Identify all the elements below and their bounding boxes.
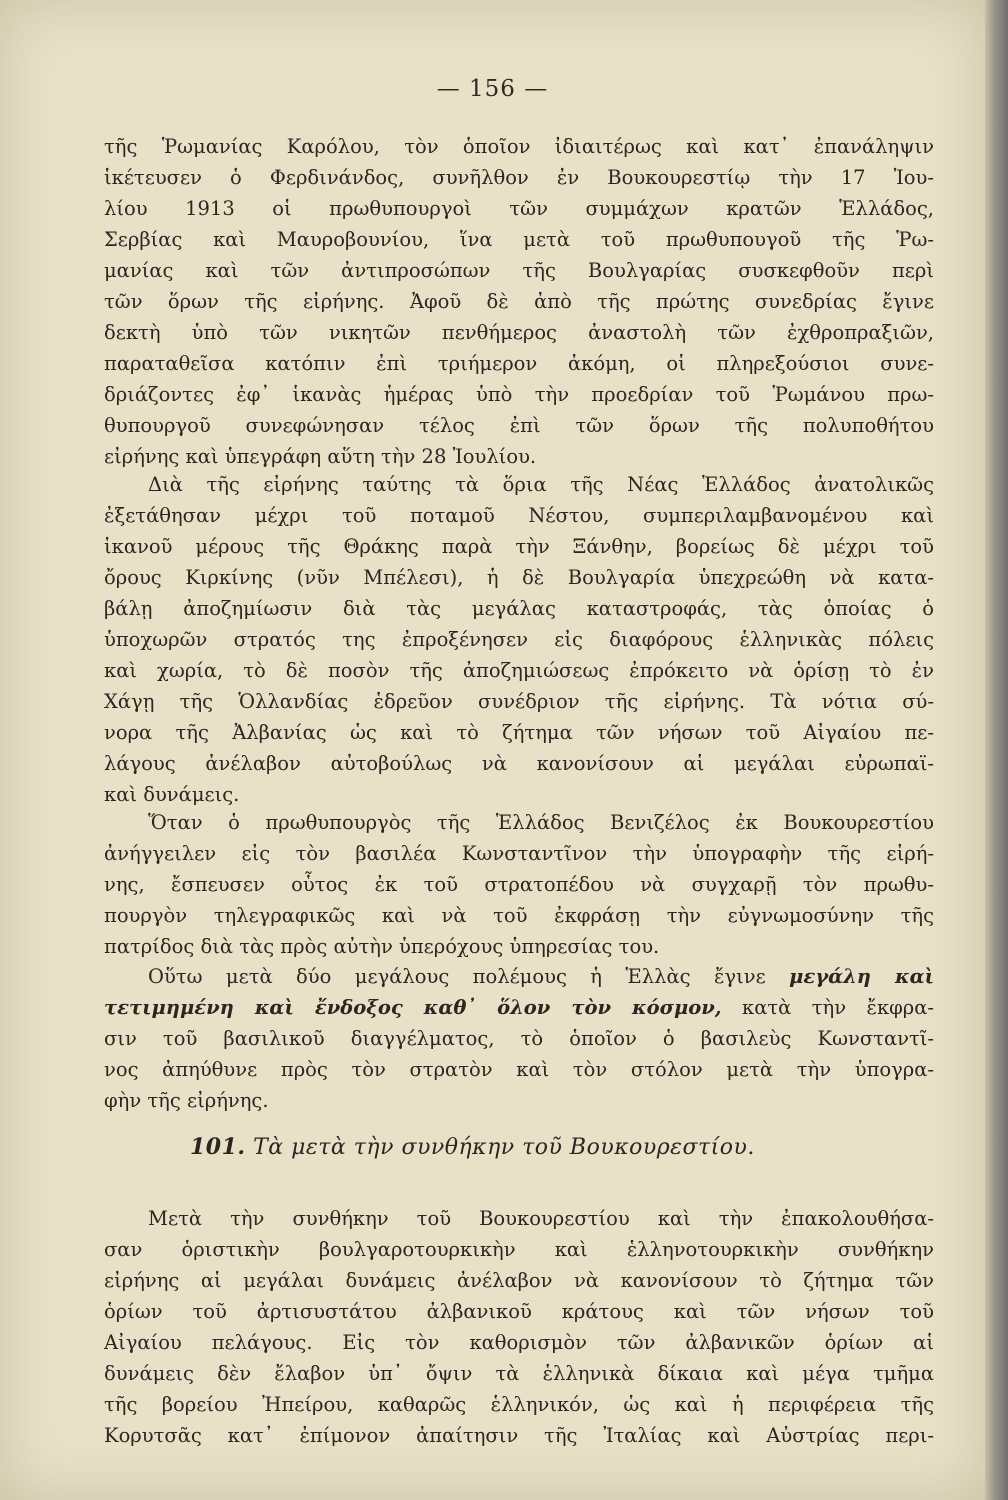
text-line: ὑποχωρῶν στρατός της ἐπροξένησεν εἰς διαφόρους ἑλληνικὰς πόλεις	[104, 628, 934, 651]
text-line: βάλῃ ἀποζημίωσιν διὰ τὰς μεγάλας καταστροφάς, τὰς ὁποίας ὁ	[104, 597, 934, 620]
text-line: ἱκανοῦ μέρους τῆς Θράκης παρὰ τὴν Ξάνθην, βορείως δὲ μέχρι τοῦ	[104, 535, 934, 558]
text-line: Ὅταν ὁ πρωθυπουργὸς τῆς Ἑλλάδος Βενιζέλος ἐκ Βουκουρεστίου	[148, 811, 934, 834]
text-line: τῶν ὅρων τῆς εἰρήνης. Ἀφοῦ δὲ ἀπὸ τῆς πρώτης συνεδρίας ἔγινε	[104, 290, 934, 313]
text-line: πουργὸν τηλεγραφικῶς καὶ νὰ τοῦ ἐκφράσῃ τὴν εὐγνωμοσύνην τῆς	[104, 904, 934, 927]
text-span: κατὰ τὴν ἔκφρα-	[742, 996, 935, 1019]
text-line: τῆς Ῥωμανίας Καρόλου, τὸν ὁποῖον ἰδιαιτέρως καὶ κατ᾽ ἐπανάληψιν	[104, 135, 934, 158]
text-line: σαν ὁριστικὴν βουλγαροτουρκικὴν καὶ ἑλληνοτουρκικὴν συνθήκην	[104, 1238, 934, 1261]
text-line: δεκτὴ ὑπὸ τῶν νικητῶν πενθήμερος ἀναστολὴ τῶν ἐχθροπραξιῶν,	[104, 321, 934, 344]
emphasis-text: τετιμημένη καὶ ἔνδοξος καθ᾽ ὅλον τὸν κόσμον,	[104, 996, 722, 1019]
text-line: τῆς βορείου Ἠπείρου, καθαρῶς ἑλληνικόν, ὡς καὶ ἡ περιφέρεια τῆς	[104, 1393, 934, 1416]
text-line	[148, 962, 934, 992]
text-line: ἱκέτευσεν ὁ Φερδινάνδος, συνῆλθον ἐν Βουκουρεστίῳ τὴν 17 Ἰου-	[104, 166, 934, 189]
section-heading	[190, 1134, 755, 1160]
text-line: δριάζοντες ἐφ᾽ ἱκανὰς ἡμέρας ὑπὸ τὴν προεδρίαν τοῦ Ῥωμάνου πρω-	[104, 383, 934, 406]
text-line: Κορυτσᾶς κατ᾽ ἐπίμονον ἀπαίτησιν τῆς Ἰταλίας καὶ Αὐστρίας περι-	[104, 1424, 934, 1447]
text-line: νης, ἔσπευσεν οὗτος ἐκ τοῦ στρατοπέδου νὰ συγχαρῇ τὸν πρωθυ-	[104, 873, 934, 896]
text-line: Μετὰ τὴν συνθήκην τοῦ Βουκουρεστίου καὶ τὴν ἐπακολουθήσα-	[148, 1207, 934, 1230]
text-line: ἐξετάθησαν μέχρι τοῦ ποταμοῦ Νέστου, συμπεριλαμβανομένου καὶ	[104, 504, 934, 527]
text-line: νορα τῆς Ἀλβανίας ὡς καὶ τὸ ζήτημα τῶν νήσων τοῦ Αἰγαίου πε-	[104, 721, 934, 744]
section-number: 101.	[190, 1134, 246, 1160]
text-line: εἰρήνης αἱ μεγάλαι δυνάμεις ἀνέλαβον νὰ κανονίσουν τὸ ζήτημα τῶν	[104, 1269, 934, 1292]
text-line: σιν τοῦ βασιλικοῦ διαγγέλματος, τὸ ὁποῖον ὁ βασιλεὺς Κωνσταντῖ-	[104, 1027, 934, 1050]
text-line: Χάγῃ τῆς Ὁλλανδίας ἑδρεῦον συνέδριον τῆς εἰρήνης. Τὰ νότια σύ-	[104, 690, 934, 713]
text-line: λάγους ἀνέλαβον αὐτοβούλως νὰ κανονίσουν αἱ μεγάλαι εὐρωπαϊ-	[104, 752, 934, 775]
text-line: φὴν τῆς εἰρήνης.	[104, 1089, 269, 1112]
emphasis-text: μεγάλη καὶ	[789, 965, 935, 988]
text-line: λίου 1913 οἱ πρωθυπουργοὶ τῶν συμμάχων κρατῶν Ἑλλάδος,	[104, 197, 934, 220]
text-span: Οὕτω μετὰ δύο μεγάλους πολέμους ἡ Ἑλλὰς ἔγινε	[148, 965, 766, 988]
text-line: θυπουργοῦ συνεφώνησαν τέλος ἐπὶ τῶν ὅρων τῆς πολυποθήτου	[104, 414, 934, 437]
text-line: Διὰ τῆς εἰρήνης ταύτης τὰ ὅρια τῆς Νέας Ἑλλάδος ἀνατολικῶς	[148, 473, 934, 496]
text-line: καὶ δυνάμεις.	[104, 783, 240, 806]
text-line: νος ἀπηύθυνε πρὸς τὸν στρατὸν καὶ τὸν στόλον μετὰ τὴν ὑπογρα-	[104, 1058, 934, 1081]
text-line: Σερβίας καὶ Μαυροβουνίου, ἵνα μετὰ τοῦ πρωθυπουγοῦ τῆς Ῥω-	[104, 228, 934, 251]
text-line: μανίας καὶ τῶν ἀντιπροσώπων τῆς Βουλγαρίας συσκεφθοῦν περὶ	[104, 259, 934, 282]
section-title: Τὰ μετὰ τὴν συνθήκην τοῦ Βουκουρεστίου.	[253, 1135, 755, 1160]
page-number: — 156 —	[436, 76, 549, 102]
text-line: παραταθεῖσα κατόπιν ἐπὶ τριήμερον ἀκόμη, οἱ πληρεξούσιοι συνε-	[104, 352, 934, 375]
text-line: ὁρίων τοῦ ἀρτισυστάτου ἀλβανικοῦ κράτους καὶ τῶν νήσων τοῦ	[104, 1300, 934, 1323]
text-line: εἰρήνης καὶ ὑπεγράφη αὕτη τὴν 28 Ἰουλίου.	[104, 445, 537, 468]
text-line: δυνάμεις δὲν ἔλαβον ὑπ᾽ ὄψιν τὰ ἑλληνικὰ δίκαια καὶ μέγα τμῆμα	[104, 1362, 934, 1385]
text-line	[104, 993, 934, 1023]
text-line: πατρίδος διὰ τὰς πρὸς αὐτὴν ὑπερόχους ὑπηρεσίας του.	[104, 935, 660, 958]
page-edge	[985, 0, 1008, 1500]
text-line: ὄρους Κιρκίνης (νῦν Μπέλεσι), ἡ δὲ Βουλγαρία ὑπεχρεώθη νὰ κατα-	[104, 566, 934, 589]
text-line: ἀνήγγειλεν εἰς τὸν βασιλέα Κωνσταντῖνον τὴν ὑπογραφὴν τῆς εἰρή-	[104, 842, 934, 865]
text-line: Αἰγαίου πελάγους. Εἰς τὸν καθορισμὸν τῶν ἀλβανικῶν ὁρίων αἱ	[104, 1331, 934, 1354]
text-line: καὶ χωρία, τὸ δὲ ποσὸν τῆς ἀποζημιώσεως ἐπρόκειτο νὰ ὁρίσῃ τὸ ἐν	[104, 659, 934, 682]
